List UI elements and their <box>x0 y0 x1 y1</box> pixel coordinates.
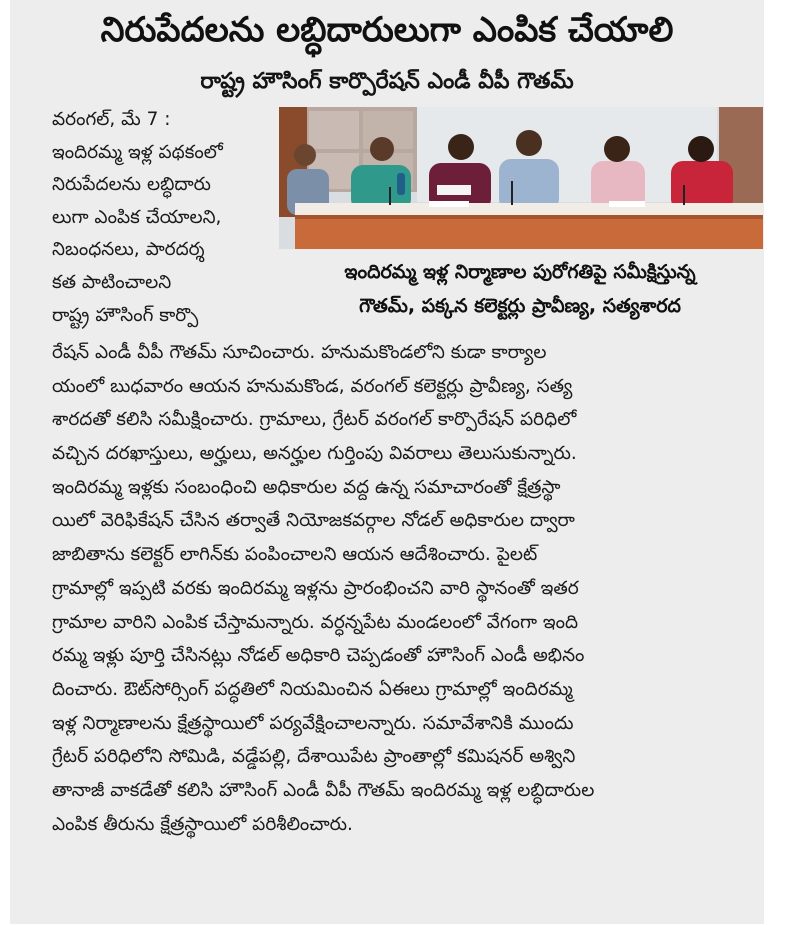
body-line: దించారు. ఔట్‌సోర్సింగ్ పద్ధతిలో నియమించిన ఏఈలు గ్రామాల్లో ఇందిరమ్మ <box>52 678 573 700</box>
side-line: రాష్ట్ర హౌసింగ్ కార్పొ <box>52 304 199 326</box>
photo-caption <box>276 255 764 323</box>
article-body <box>52 336 752 841</box>
body-line: జాబితాను కలెక్టర్ లాగిన్‌కు పంపించాలని ఆయన ఆదేశించారు. పైలట్ <box>52 544 538 566</box>
body-line: శారదతో కలిసి సమీక్షించారు. గ్రామాలు, గ్రేటర్ వరంగల్ కార్పొరేషన్ పరిధిలో <box>52 409 577 431</box>
body-line: గ్రేటర్ పరిధిలోని సోమిడి, వడ్డేపల్లి, దేశాయిపేట ప్రాంతాల్లో కమిషనర్ అశ్విని <box>52 746 576 768</box>
body-line: రమ్మ ఇళ్లు పూర్తి చేసినట్లు నోడల్ అధికారి చెప్పడంతో హౌసింగ్ ఎండీ అభినం <box>52 645 585 667</box>
body-line: గ్రామాల్లో ఇప్పటి వరకు ఇందిరమ్మ ఇళ్లను ప్రారంభించని వారి స్థానంతో ఇతర <box>52 577 579 599</box>
side-line: నిరుపేదలను లబ్ధిదారు <box>52 174 211 196</box>
side-line: నిబంధనలు, పారదర్శ <box>52 239 205 261</box>
side-line: ఇందిరమ్మ ఇళ్ల పథకంలో <box>52 141 223 163</box>
side-line: కత పాటించాలని <box>52 271 172 293</box>
body-line: యిలో వెరిఫికేషన్ చేసిన తర్వాతే నియోజకవర్గాల నోడల్ అధికారుల ద్వారా <box>52 510 575 532</box>
caption-line: ఇందిరమ్మ ఇళ్ల నిర్మాణాల పురోగతిపై సమీక్షిస్తున్న <box>344 261 696 283</box>
meeting-photo-illustration <box>279 107 763 249</box>
body-line: ఇందిరమ్మ ఇళ్లకు సంబంధించి అధికారుల వద్ద ఉన్న సమాచారంతో క్షేత్రస్థా <box>52 476 561 498</box>
body-line: యంలో బుధవారం ఆయన హనుమకొండ, వరంగల్ కలెక్టర్లు ప్రావీణ్య, సత్య <box>52 375 573 397</box>
meeting-photo <box>279 107 763 249</box>
side-line: లుగా ఎంపిక చేయాలని, <box>52 206 222 228</box>
caption-line: గౌతమ్, పక్కన కలెక్టర్లు ప్రావీణ్య, సత్యశారద <box>359 295 681 317</box>
body-line: తానాజీ వాకడేతో కలిసి హౌసింగ్ ఎండీ వీపీ గౌతమ్ ఇందిరమ్మ ఇళ్ల లబ్ధిదారుల <box>52 779 595 801</box>
body-line: ఎంపిక తీరును క్షేత్రస్థాయిలో పరిశీలించారు. <box>52 813 353 835</box>
subheadline: రాష్ట్ర హౌసింగ్ కార్పొరేషన్ ఎండీ వీపీ గౌతమ్ <box>200 69 574 94</box>
headline: నిరుపేదలను లబ్ధిదారులుగా ఎంపిక చేయాలి <box>100 10 674 50</box>
side-line: వరంగల్, మే 7 : <box>52 109 171 130</box>
body-line: రేషన్ ఎండీ వీపీ గౌతమ్ సూచించారు. హనుమకొండలోని కుడా కార్యాల <box>52 342 547 363</box>
body-line: ఇళ్ల నిర్మాణాలను క్షేత్రస్థాయిలో పర్యవేక్షించాలన్నారు. సమావేశానికి ముందు <box>52 712 574 734</box>
side-column-text <box>52 104 276 332</box>
body-line: వచ్చిన దరఖాస్తులు, అర్హులు, అనర్హుల గుర్తింపు వివరాలు తెలుసుకున్నారు. <box>52 443 577 465</box>
body-line: గ్రామాల వారిని ఎంపిక చేస్తామన్నారు. వర్ధన్నపేట మండలంలో వేగంగా ఇంది <box>52 611 579 633</box>
